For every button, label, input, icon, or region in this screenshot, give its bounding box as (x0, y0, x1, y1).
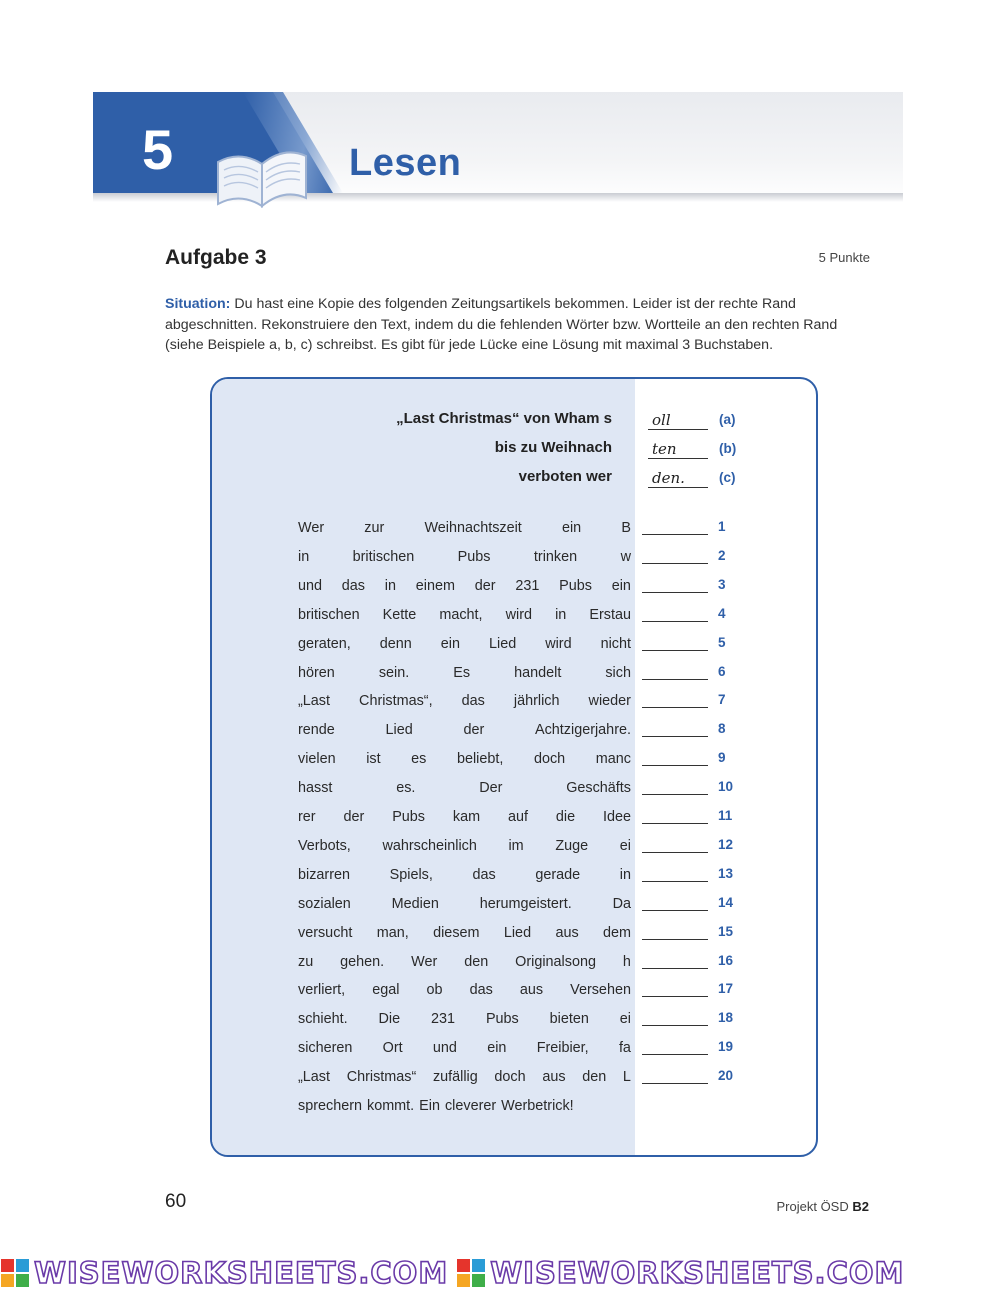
word: man, (376, 924, 409, 941)
word: Medien (391, 895, 439, 912)
word: Verbots, (298, 837, 351, 854)
word: sicheren (298, 1040, 353, 1057)
article-line (212, 576, 772, 600)
word: den (464, 953, 489, 970)
word: Freibier, (536, 1040, 589, 1057)
word: w (620, 548, 631, 565)
word: beliebt, (456, 751, 504, 768)
line-text (298, 605, 631, 625)
open-book-icon (212, 132, 312, 212)
word: bieten (549, 1011, 589, 1028)
word: den (582, 1069, 607, 1086)
article-line (212, 720, 772, 744)
watermark-text: WISEWORKSHEETS.COM (490, 1256, 905, 1290)
word: Die (378, 1011, 401, 1028)
task-points: 5 Punkte (818, 250, 870, 265)
word: ein (487, 1040, 507, 1057)
chapter-number: 5 (142, 118, 174, 181)
article-line (212, 807, 772, 831)
example-label: (b) (719, 441, 737, 456)
word: hasst (298, 780, 333, 797)
example-answer: den. (648, 468, 708, 488)
gap-number: 11 (718, 808, 733, 823)
gap-number: 2 (718, 547, 726, 563)
word: Geschäfts (566, 780, 631, 797)
word: vielen (298, 751, 336, 768)
word: Wer (298, 520, 325, 536)
article-line (212, 518, 772, 542)
word: gehen. (340, 953, 385, 970)
answer-blank[interactable] (642, 1054, 708, 1055)
word: rer (298, 809, 316, 825)
line-text (298, 894, 631, 914)
word: Pubs (392, 809, 425, 825)
word: ein (440, 635, 461, 652)
watermark-text: WISEWORKSHEETS.COM (34, 1256, 449, 1290)
word: dem (603, 924, 631, 941)
word: h (622, 953, 631, 970)
word: Christmas“ (346, 1069, 417, 1086)
word: Achtzigerjahre. (535, 722, 631, 739)
word: geraten, (298, 635, 351, 652)
line-text (298, 576, 631, 596)
word: britischen (298, 606, 360, 623)
word: aus (555, 924, 579, 941)
word: wird (545, 635, 572, 652)
watermark (0, 1255, 1000, 1291)
gap-number: 4 (718, 605, 726, 621)
example-answer: ten (648, 439, 708, 459)
headline-row (212, 410, 736, 434)
gap-number: 17 (718, 981, 734, 997)
series-level: B2 (852, 1199, 869, 1214)
word: einem (415, 577, 455, 594)
word: zu (298, 953, 314, 970)
word: ei (619, 837, 631, 854)
word: Versehen (570, 982, 631, 999)
line-text (298, 1038, 631, 1058)
headline-row (212, 439, 737, 463)
word: rende (298, 722, 335, 739)
gap-number: 13 (718, 865, 734, 881)
word: sich (605, 664, 631, 681)
word: Pubs (485, 1011, 519, 1028)
word: das (341, 577, 365, 594)
word: Lied (489, 635, 517, 652)
word: der (343, 809, 365, 825)
word: aus (519, 982, 544, 999)
line-text (298, 663, 631, 683)
gap-number: 14 (718, 894, 734, 910)
word: Erstau (589, 606, 631, 623)
gap-number: 1 (718, 519, 726, 534)
word: ei (619, 1011, 631, 1028)
line-text (298, 518, 631, 538)
line-text (298, 1067, 631, 1087)
word: Werbetrick! (501, 1098, 574, 1114)
answer-blank[interactable] (642, 794, 708, 795)
word: trinken (533, 548, 578, 565)
word: Ein (419, 1098, 440, 1114)
word: die (555, 809, 576, 825)
answer-blank[interactable] (642, 996, 708, 997)
word: zufällig (432, 1069, 478, 1086)
word: schieht. (298, 1011, 348, 1028)
wise-logo-icon (0, 1258, 30, 1288)
gap-number: 5 (718, 634, 726, 650)
article-line (212, 605, 772, 629)
word: und (298, 577, 323, 594)
word: cleverer (444, 1098, 497, 1114)
answer-blank[interactable] (642, 823, 708, 824)
word: Weihnachtszeit (424, 520, 522, 536)
section-title: Lesen (349, 142, 462, 184)
word: Pubs (559, 577, 592, 594)
word: doch (494, 1069, 526, 1086)
article-line (212, 923, 772, 947)
word: in (555, 606, 567, 623)
line-text (298, 980, 631, 1000)
word: ein (561, 520, 582, 536)
article-line (212, 894, 772, 918)
line-text (298, 1096, 631, 1116)
word: hören (298, 664, 335, 681)
wise-logo-icon (456, 1258, 486, 1288)
word: aus (542, 1069, 566, 1086)
word: wieder (588, 693, 631, 710)
answer-blank[interactable] (642, 852, 708, 853)
word: und (432, 1040, 457, 1057)
answer-blank[interactable] (642, 736, 708, 737)
answer-blank[interactable] (642, 968, 708, 969)
word: es. (396, 780, 416, 797)
answer-blank[interactable] (642, 592, 708, 593)
article-line (212, 980, 772, 1004)
word: der (474, 577, 496, 594)
gap-number: 19 (718, 1039, 734, 1055)
answer-blank[interactable] (642, 1083, 708, 1084)
word: nicht (600, 635, 631, 652)
word: sprechern (298, 1098, 362, 1114)
word: in (384, 577, 396, 594)
headline-text: verboten wer (518, 468, 612, 485)
line-text (298, 836, 631, 856)
word: in (298, 548, 310, 565)
word: gerade (535, 866, 581, 883)
word: der (463, 722, 485, 739)
word: Da (612, 895, 631, 912)
word: ob (426, 982, 443, 999)
word: sein. (378, 664, 410, 681)
series-name: Projekt ÖSD (776, 1199, 849, 1214)
line-text (298, 778, 631, 798)
article-line (212, 663, 772, 687)
line-text (298, 720, 631, 740)
gap-number: 18 (718, 1010, 734, 1026)
word: ist (366, 751, 381, 768)
example-label: (c) (719, 470, 736, 485)
word: Es (453, 664, 471, 681)
word: bizarren (298, 866, 350, 883)
article-box (210, 377, 818, 1157)
answer-blank[interactable] (642, 534, 708, 535)
word: Idee (602, 809, 631, 825)
article-line (212, 778, 772, 802)
word: Wer (411, 953, 438, 970)
answer-blank[interactable] (642, 910, 708, 911)
gap-number: 3 (718, 576, 726, 592)
word: denn (379, 635, 412, 652)
article-line (212, 836, 772, 860)
word: das (461, 693, 485, 710)
word: Pubs (457, 548, 491, 565)
word: verliert, (298, 982, 346, 999)
article-line (212, 634, 772, 658)
word: 231 (431, 1011, 456, 1028)
word: Lied (385, 722, 413, 739)
headline-text: bis zu Weihnach (494, 439, 612, 456)
word: Zuge (555, 837, 589, 854)
word: wahrscheinlich (382, 837, 477, 854)
word: handelt (514, 664, 562, 681)
example-label: (a) (719, 412, 736, 427)
line-text (298, 749, 631, 769)
word: fa (618, 1040, 631, 1057)
word: jährlich (513, 693, 560, 710)
headline-row (212, 468, 736, 492)
gap-number: 6 (718, 663, 726, 679)
situation-instructions (165, 294, 865, 356)
word: doch (533, 751, 566, 768)
word: „Last (298, 693, 330, 710)
word: wird (505, 606, 533, 623)
word: kam (452, 809, 481, 825)
word: 231 (515, 577, 540, 594)
word: Der (479, 780, 503, 797)
word: britischen (352, 548, 415, 565)
watermark-group (456, 1256, 904, 1290)
article-line (212, 691, 772, 715)
word: es (411, 751, 427, 768)
situation-label: Situation: (165, 296, 231, 312)
line-text (298, 952, 631, 972)
gap-number: 10 (718, 779, 734, 795)
word: „Last (298, 1069, 330, 1086)
word: sozialen (298, 895, 351, 912)
line-text (298, 691, 631, 711)
word: Christmas“, (359, 693, 433, 710)
answer-blank[interactable] (642, 679, 708, 680)
line-text (298, 1009, 631, 1029)
article-line (212, 1038, 772, 1062)
word: im (508, 837, 524, 854)
article-line (212, 1096, 772, 1120)
word: Kette (382, 606, 417, 623)
answer-blank[interactable] (642, 707, 708, 708)
answer-blank[interactable] (642, 939, 708, 940)
line-text (298, 547, 631, 567)
answer-blank[interactable] (642, 881, 708, 882)
gap-number: 12 (718, 836, 734, 852)
answer-blank[interactable] (642, 1025, 708, 1026)
watermark-group (0, 1256, 448, 1290)
word: egal (372, 982, 400, 999)
answer-blank[interactable] (642, 563, 708, 564)
answer-blank[interactable] (642, 650, 708, 651)
line-text (298, 923, 631, 943)
word: Ort (382, 1040, 403, 1057)
article-line (212, 1067, 772, 1091)
word: L (622, 1069, 631, 1086)
word: auf (507, 809, 528, 825)
word: versucht (298, 924, 353, 941)
word: macht, (439, 606, 483, 623)
word: zur (364, 520, 385, 536)
answer-blank[interactable] (642, 765, 708, 766)
article-line (212, 1009, 772, 1033)
line-text (298, 865, 631, 885)
word: Originalsong (515, 953, 596, 970)
page-number: 60 (165, 1191, 187, 1212)
gap-number: 20 (718, 1068, 734, 1084)
word: in (619, 866, 631, 883)
line-text (298, 634, 631, 654)
gap-number: 16 (718, 952, 734, 968)
task-title: Aufgabe 3 (165, 246, 267, 269)
word: diesem (433, 924, 480, 941)
word: ein (611, 577, 631, 594)
article-line (212, 547, 772, 571)
example-answer: oll (648, 410, 708, 430)
word: herumgeistert. (479, 895, 572, 912)
word: Lied (503, 924, 532, 941)
line-text (298, 807, 631, 827)
word: das (472, 866, 496, 883)
book-series (777, 1199, 870, 1214)
headline-text: „Last Christmas“ von Wham s (396, 410, 612, 427)
word: B (621, 520, 631, 536)
word: das (469, 982, 493, 999)
gap-number: 8 (718, 721, 726, 737)
gap-number: 9 (718, 750, 726, 766)
situation-text: Du hast eine Kopie des folgenden Zeitungsartikels bekommen. Leider ist der rechte Rand abgeschnitten. Rekonstruiere den Text, indem du die fehlenden Wörter bzw. Wortteile an den rechten Rand (siehe Beispiele a, b, c) schreibst. Es gibt für jede Lücke eine Lösung mit maximal 3 Buchstaben. (165, 296, 838, 354)
article-line (212, 749, 772, 773)
word: Spiels, (389, 866, 433, 883)
article-line (212, 952, 772, 976)
word: kommt. (367, 1098, 415, 1114)
word: manc (595, 751, 631, 768)
answer-blank[interactable] (642, 621, 708, 622)
gap-number: 7 (718, 692, 726, 708)
gap-number: 15 (718, 923, 734, 939)
article-line (212, 865, 772, 889)
